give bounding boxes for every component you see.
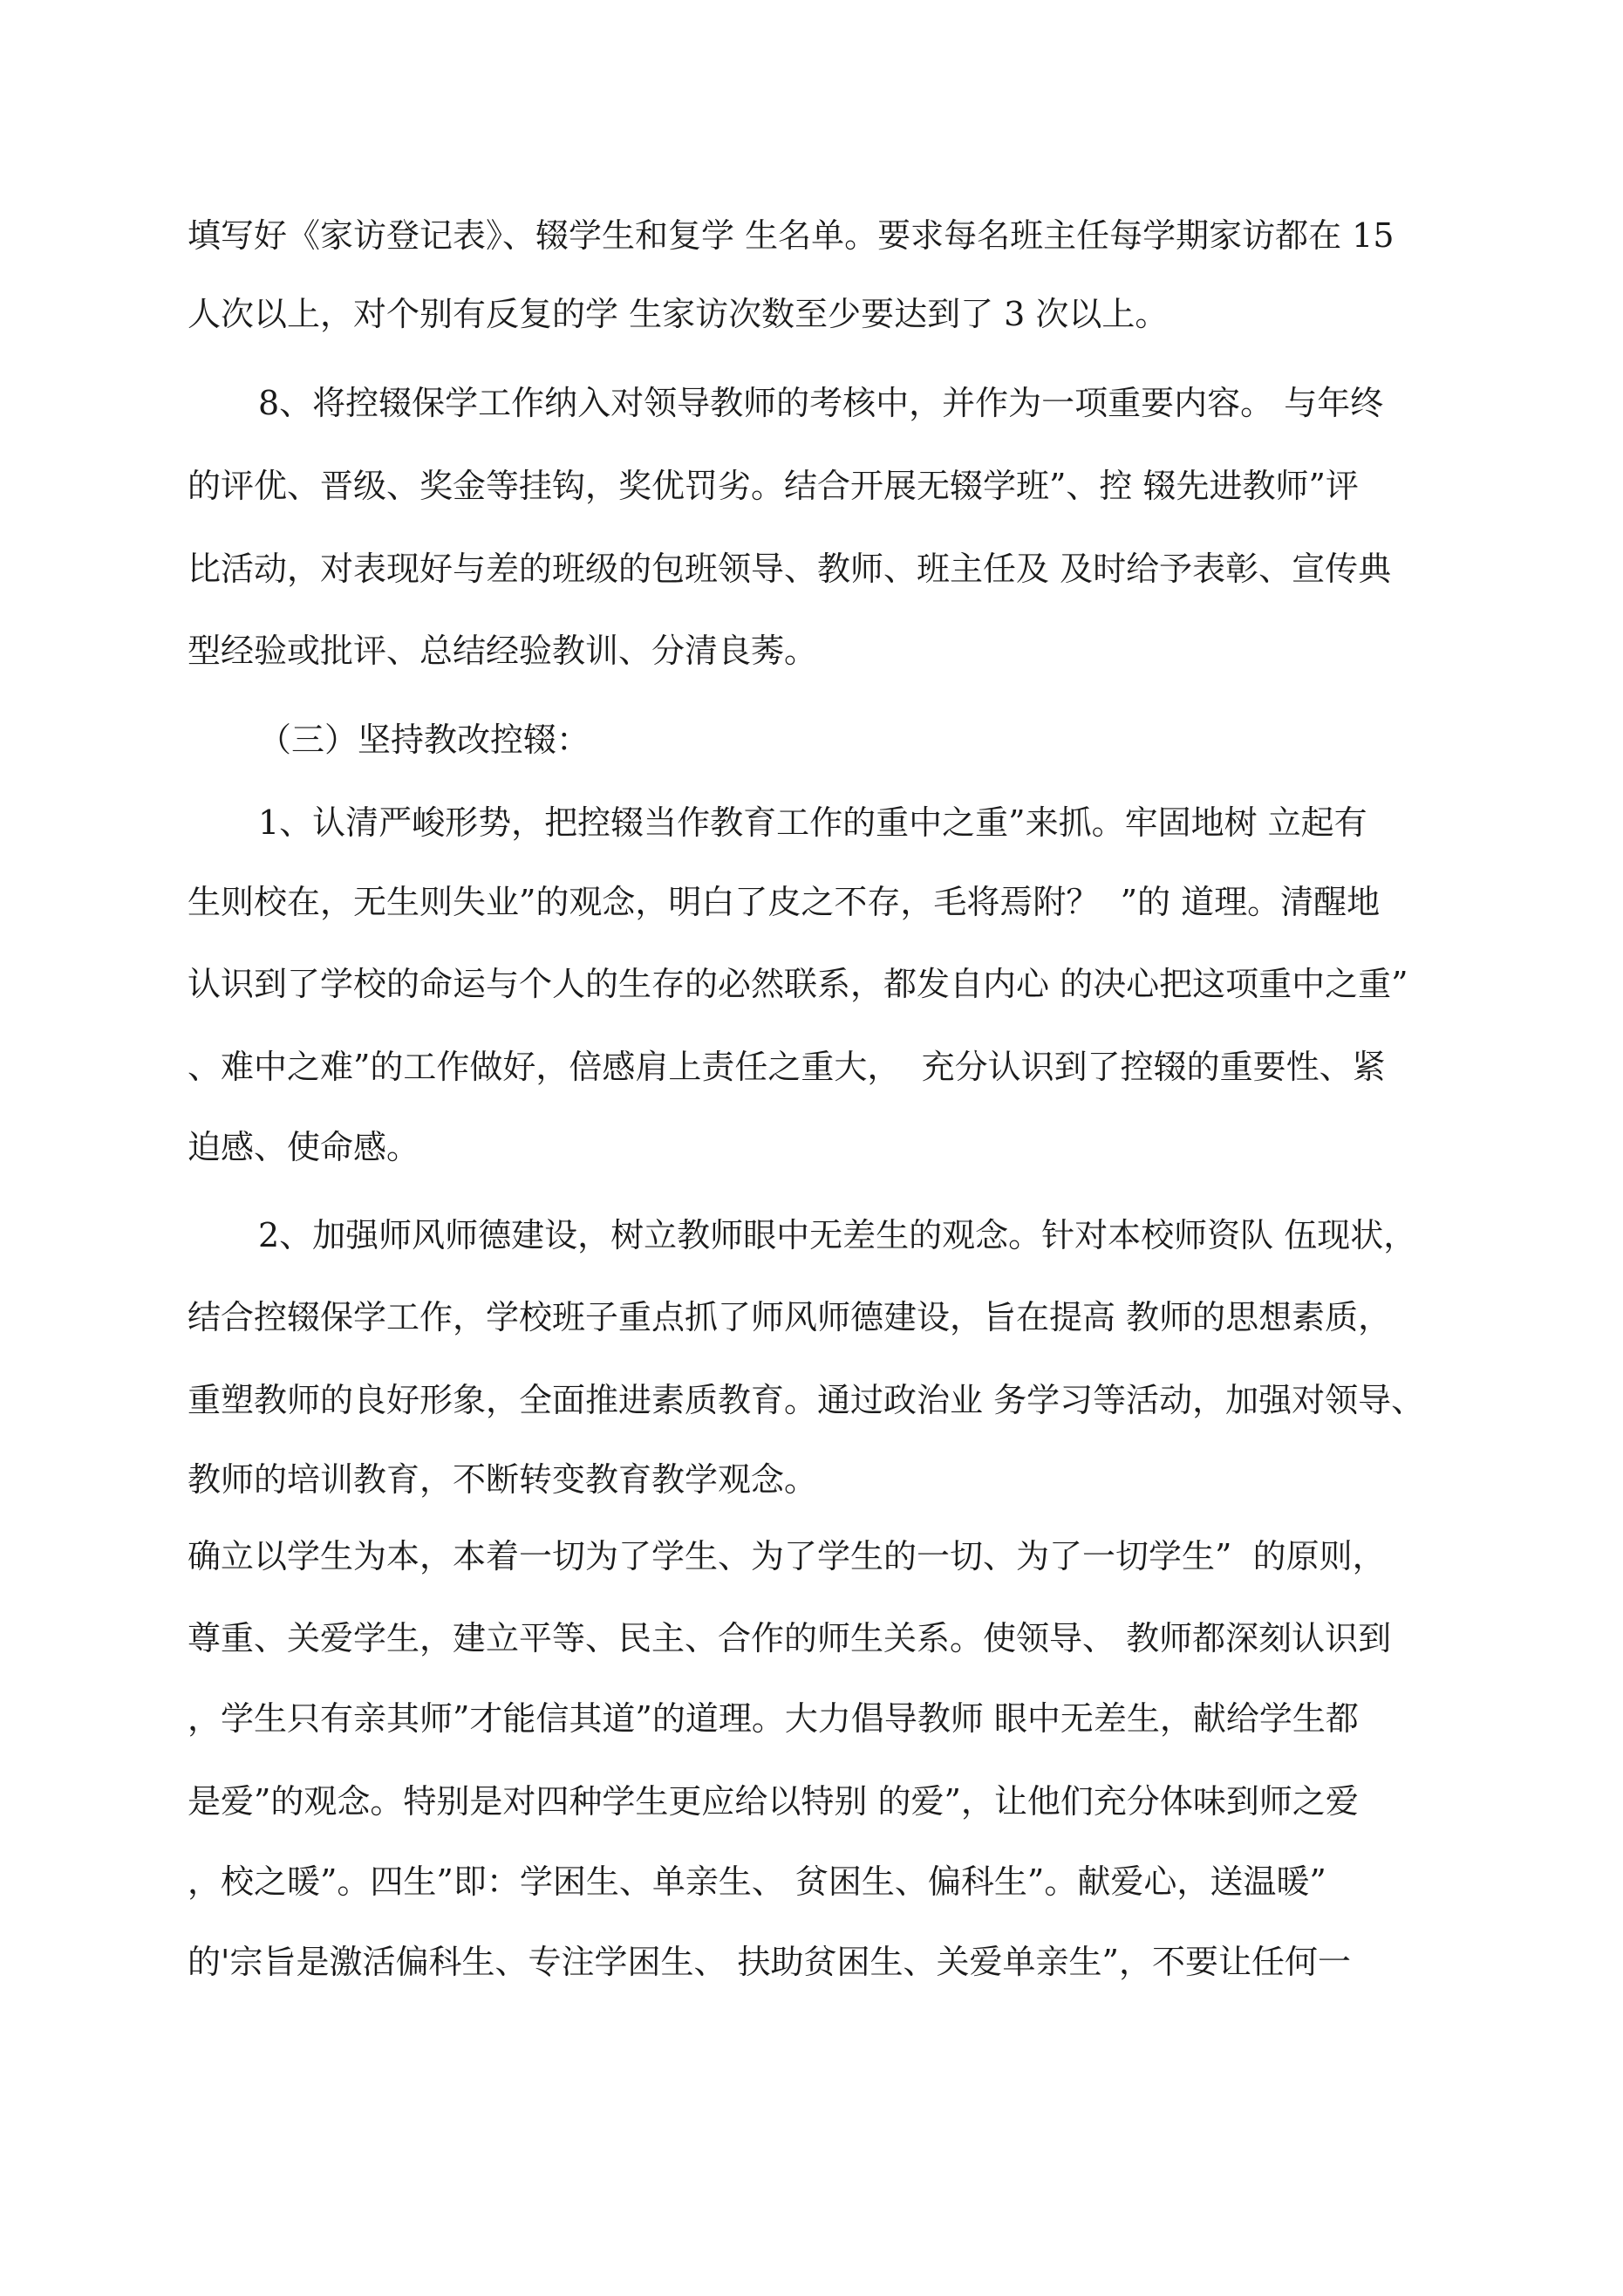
text-line: 、难中之难”的工作做好，倍感肩上责任之重大， 充分认识到了控辍的重要性、紧 <box>188 1048 1386 1086</box>
text-line: ，学生只有亲其师”才能信其道”的道理。大力倡导教师 眼中无差生，献给学生都 <box>188 1699 1359 1738</box>
text-line: 比活动，对表现好与差的班级的包班领导、教师、班主任及 及时给予表彰、宣传典 <box>188 550 1392 588</box>
text-line: 迫感、使命感。 <box>188 1128 420 1166</box>
text-line: 1、认清严峻形势，把控辍当作教育工作的重中之重”来抓。牢固地树 立起有 <box>258 803 1367 842</box>
text-line: 填写好《家访登记表》、辍学生和复学 生名单。要求每名班主任每学期家访都在 15 <box>188 216 1395 255</box>
text-line: 尊重、关爱学生，建立平等、民主、合作的师生关系。使领导、 教师都深刻认识到 <box>188 1619 1392 1657</box>
text-line: 的评优、晋级、奖金等挂钩，奖优罚劣。结合开展无辍学班”、控 辍先进教师”评 <box>188 467 1359 505</box>
text-line: 2、加强师风师德建设，树立教师眼中无差生的观念。针对本校师资队 伍现状， <box>258 1216 1417 1254</box>
text-line: 人次以上，对个别有反复的学 生家访次数至少要达到了 3 次以上。 <box>188 295 1169 333</box>
text-line: 认识到了学校的命运与个人的生存的必然联系，都发自内心 的决心把这项重中之重” <box>188 965 1408 1003</box>
text-line: 重塑教师的良好形象，全面推进素质教育。通过政治业 务学习等活动，加强对领导、 <box>188 1381 1425 1419</box>
text-line: 教师的培训教育，不断转变教育教学观念。 <box>188 1460 818 1499</box>
text-line: 的'宗旨是激活偏科生、专注学困生、 扶助贫困生、关爱单亲生”，不要让任何一 <box>188 1943 1351 1981</box>
text-line: 是爱”的观念。特别是对四种学生更应给以特别 的爱”，让他们充分体味到师之爱 <box>188 1782 1359 1821</box>
text-line: 生则校在，无生则失业”的观念，明白了皮之不存，毛将焉附？ ”的 道理。清醒地 <box>188 883 1381 921</box>
section-heading: （三）坚持教改控辍： <box>258 721 590 759</box>
text-line: 型经验或批评、总结经验教训、分清良莠。 <box>188 632 818 670</box>
text-line: ，校之暖”。四生”即：学困生、单亲生、 贫困生、偏科生”。献爱心，送温暖” <box>188 1862 1326 1901</box>
text-line: 确立以学生为本，本着一切为了学生、为了学生的一切、为了一切学生” 的原则， <box>188 1537 1386 1575</box>
text-line: 8、将控辍保学工作纳入对领导教师的考核中，并作为一项重要内容。 与年终 <box>258 384 1384 422</box>
text-line: 结合控辍保学工作，学校班子重点抓了师风师德建设，旨在提高 教师的思想素质， <box>188 1298 1392 1336</box>
